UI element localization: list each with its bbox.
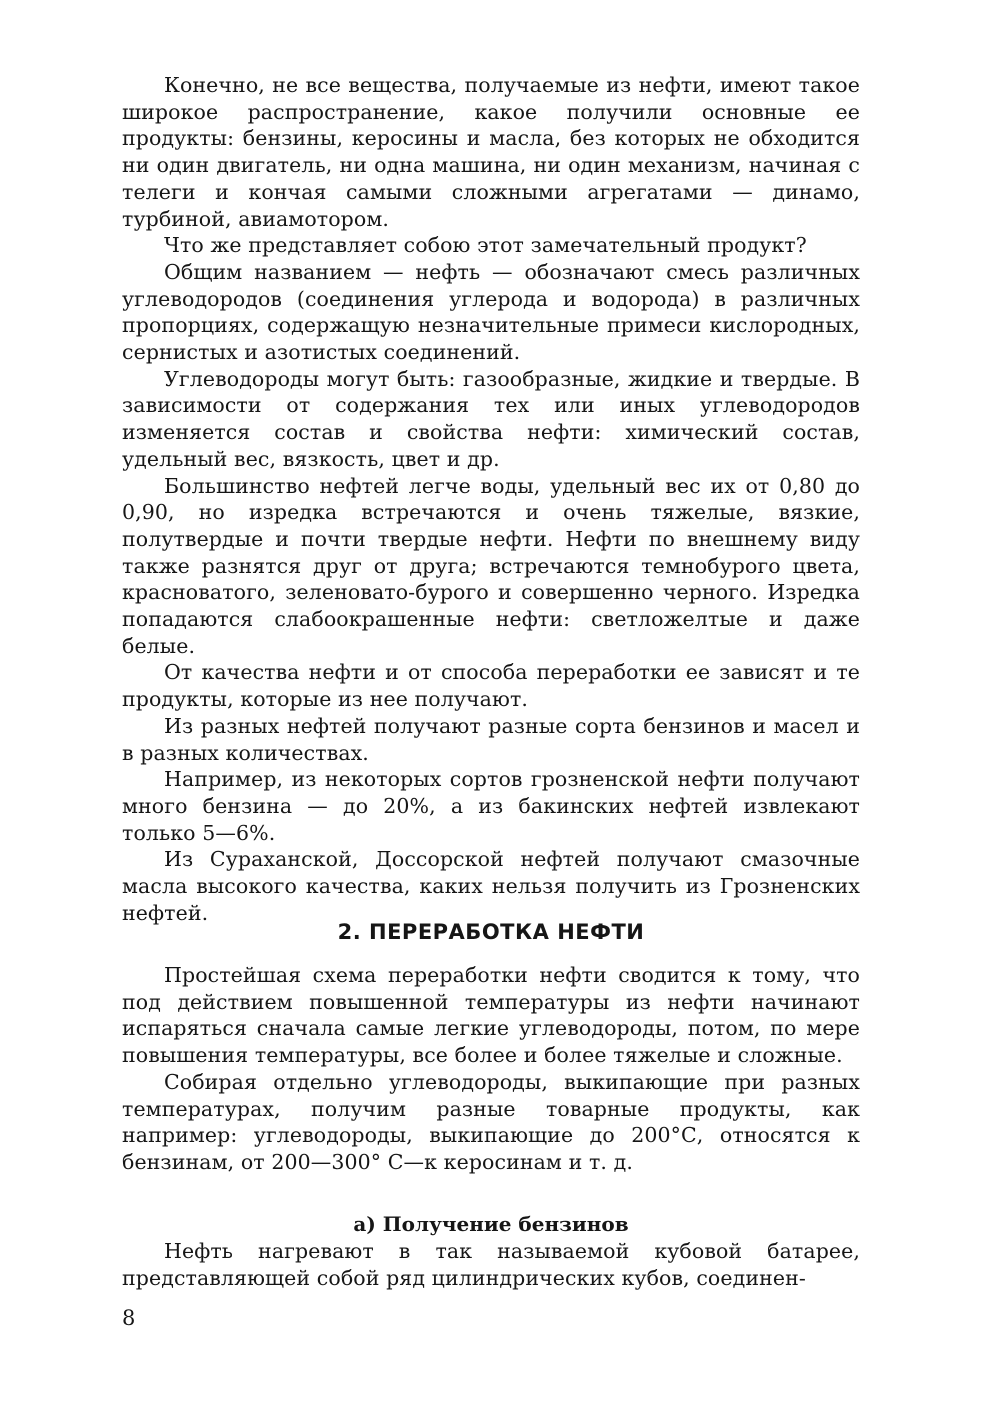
paragraph-intro-6: От качества нефти и от способа переработки ее зависят и те продукты, которые из нее получают. (122, 660, 860, 712)
paragraph-intro-1: Конечно, не все вещества, получаемые из нефти, имеют такое широкое распространение, какое получили основные ее продукты: бензины, керосины и масла, без которых не обходится ни один двигатель, ни одна машина, ни один механизм, начиная с телеги и кончая самыми сложными агрегатами — динамо, турбиной, авиамотором. (122, 73, 860, 231)
paragraph-section-1: Простейшая схема переработки нефти сводится к тому, что под действием повышенной температуры из нефти начинают испаряться сначала самые легкие углеводороды, потом, по мере повышения температуры, все более и более тяжелые и сложные. (122, 963, 860, 1068)
intro-text (122, 72, 860, 927)
paragraph-intro-7: Из разных нефтей получают разные сорта бензинов и масел и в разных количествах. (122, 713, 860, 765)
subsection-text (122, 1238, 860, 1291)
paragraph-intro-8: Например, из некоторых сортов грозненской нефти получают много бензина — до 20%, а из бакинских нефтей извлекают только 5—6%. (122, 767, 860, 845)
paragraph-subsection-1: Нефть нагревают в так называемой кубовой батарее, представляющей собой ряд цилиндрических кубов, соединен- (122, 1239, 860, 1290)
paragraph-intro-4: Углеводороды могут быть: газообразные, жидкие и твердые. В зависимости от содержания тех или иных углеводородов изменяется состав и свойства нефти: химический состав, удельный вес, вязкость, цвет и др. (122, 366, 860, 471)
paragraph-intro-9: Из Сураханской, Доссорской нефтей получают смазочные масла высокого качества, каких нельзя получить из Грозненских нефтей. (122, 847, 860, 925)
page-number: 8 (122, 1306, 136, 1330)
paragraph-intro-5: Большинство нефтей легче воды, удельный вес их от 0,80 до 0,90, но изредка встречаются и очень тяжелые, вязкие, полутвердые и почти твердые нефти. Нефти по внешнему виду также разнятся друг от друга; встречаются темнобурого цвета, красноватого, зеленовато-бурого и совершенно черного. Изредка попадаются слабоокрашенные нефти: светложелтые и даже белые. (122, 473, 860, 658)
section-heading: 2. ПЕРЕРАБОТКА НЕФТИ (337, 920, 645, 944)
subsection-heading: а) Получение бензинов (353, 1212, 629, 1236)
paragraph-intro-2: Что же представляет собою этот замечательный продукт? (164, 233, 807, 258)
section-text (122, 962, 860, 1176)
paragraph-intro-3: Общим названием — нефть — обозначают смесь различных углеводородов (соединения углерода и водорода) в различных пропорциях, содержащую незначительные примеси кислородных, сернистых и азотистых соединений. (122, 259, 860, 365)
paragraph-section-2: Собирая отдельно углеводороды, выкипающие при разных температурах, получим разные товарные продукты, как например: углеводороды, выкипающие до 200°С, относятся к бензинам, от 200—300° С—к керосинам и т. д. (122, 1069, 860, 1174)
